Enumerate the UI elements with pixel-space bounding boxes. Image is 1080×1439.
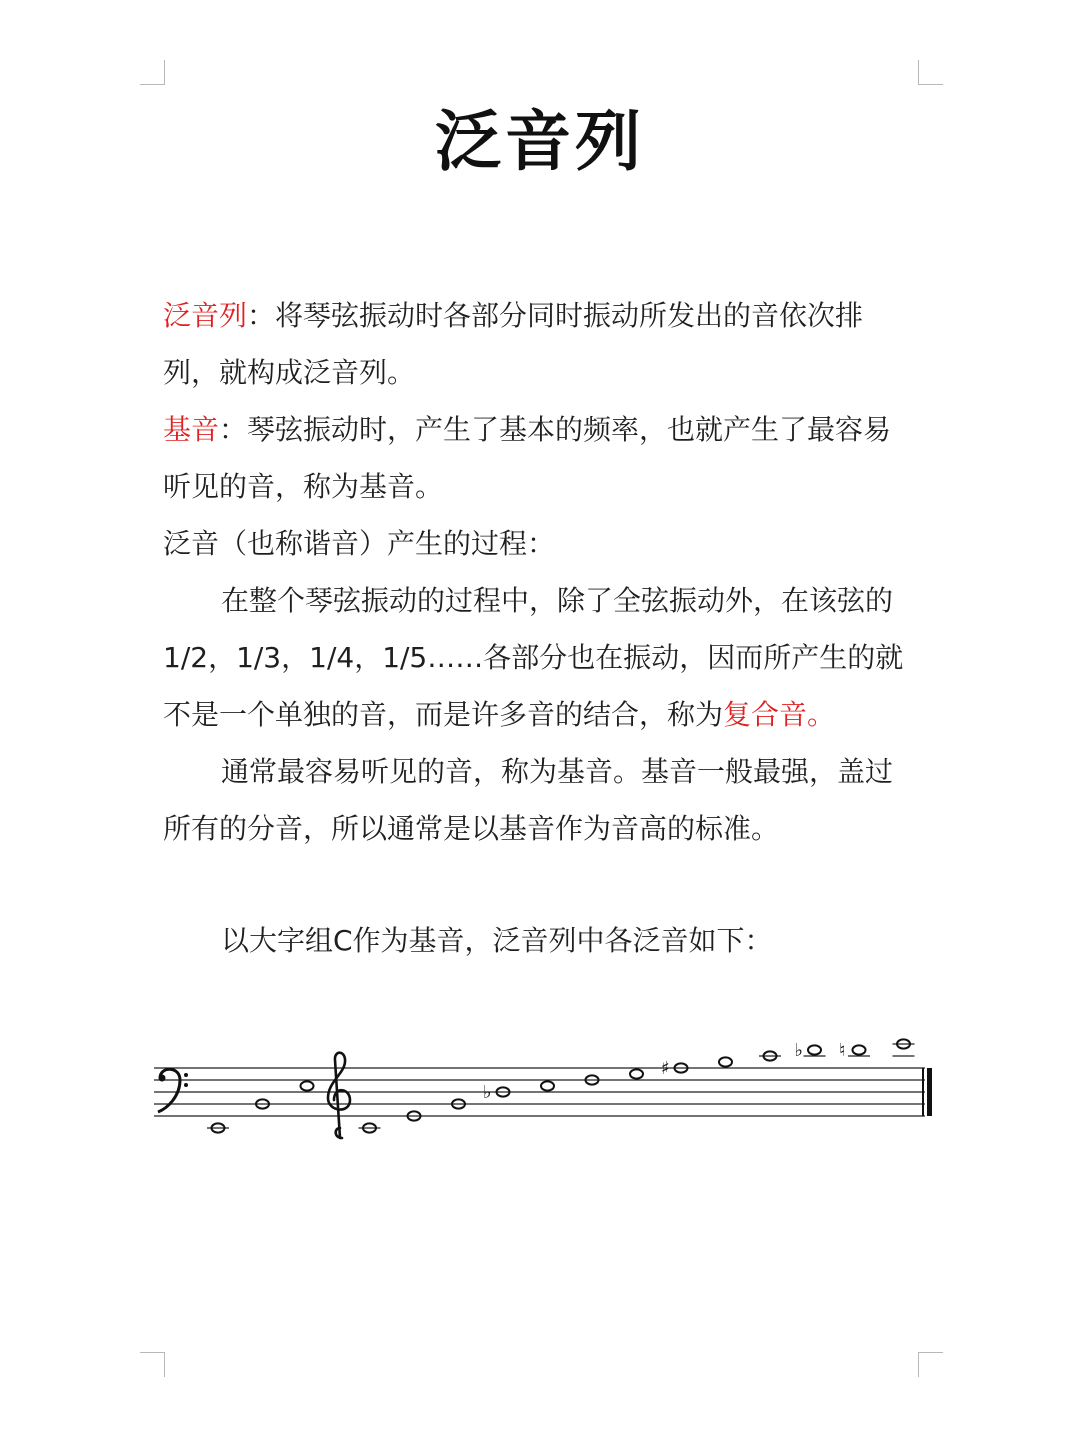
accidental: ♭ xyxy=(794,1040,803,1061)
music-staff xyxy=(150,1020,940,1150)
note xyxy=(795,1040,826,1061)
crop-mark-bottom-left xyxy=(140,1352,165,1377)
treble-clef-icon xyxy=(328,1053,350,1138)
definition-text: ：琴弦振动时，产生了基本的频率，也就产生了最容易听见的音，称为基音。 xyxy=(163,413,892,503)
definition-overtone-series xyxy=(163,287,919,401)
accidental: ♯ xyxy=(661,1058,670,1079)
note xyxy=(759,1051,781,1060)
clefs xyxy=(158,1053,350,1138)
fundamental-paragraph: 通常最容易听见的音，称为基音。基音一般最强，盖过所有的分音，所以通常是以基音作为音高的标准。 xyxy=(163,755,894,845)
definition-text: ：将琴弦振动时各部分同时振动所发出的音依次排列，就构成泛音列。 xyxy=(163,299,864,389)
process-text: 在整个琴弦振动的过程中，除了全弦振动外，在该弦的1/2，1/3，1/4，1/5……各部分也在振动，因而所产生的就不是一个单独的音，而是许多音的结合，称为 xyxy=(163,584,904,731)
staff-lines xyxy=(154,1068,925,1116)
note xyxy=(839,1040,870,1061)
whole-note-head xyxy=(808,1045,821,1054)
accidental: ♮ xyxy=(839,1040,846,1061)
note xyxy=(630,1069,643,1078)
crop-mark-top-right xyxy=(918,60,943,85)
process-paragraph xyxy=(163,572,919,743)
whole-note-head xyxy=(719,1057,732,1066)
accidental: ♭ xyxy=(483,1082,492,1103)
whole-note-head xyxy=(853,1045,866,1054)
document-body xyxy=(163,287,919,969)
crop-mark-bottom-right xyxy=(918,1352,943,1377)
definition-fundamental xyxy=(163,401,919,515)
note xyxy=(359,1123,381,1132)
term-overtone-series: 泛音列 xyxy=(163,299,248,332)
note xyxy=(893,1039,915,1056)
note xyxy=(301,1081,314,1090)
final-barline xyxy=(922,1068,932,1116)
whole-note-head xyxy=(630,1069,643,1078)
note xyxy=(719,1057,732,1066)
note xyxy=(541,1081,554,1090)
whole-note-head xyxy=(301,1081,314,1090)
term-compound-tone: 复合音。 xyxy=(723,698,836,731)
bass-clef-icon xyxy=(158,1069,188,1112)
process-heading: 泛音（也称谐音）产生的过程： xyxy=(163,527,556,560)
term-fundamental: 基音 xyxy=(163,413,220,446)
notes xyxy=(207,1039,915,1132)
staff-intro: 以大字组C作为基音，泛音列中各泛音如下： xyxy=(221,924,773,957)
note xyxy=(207,1123,229,1132)
whole-note-head xyxy=(541,1081,554,1090)
page-title: 泛音列 xyxy=(435,103,645,180)
crop-mark-top-left xyxy=(140,60,165,85)
